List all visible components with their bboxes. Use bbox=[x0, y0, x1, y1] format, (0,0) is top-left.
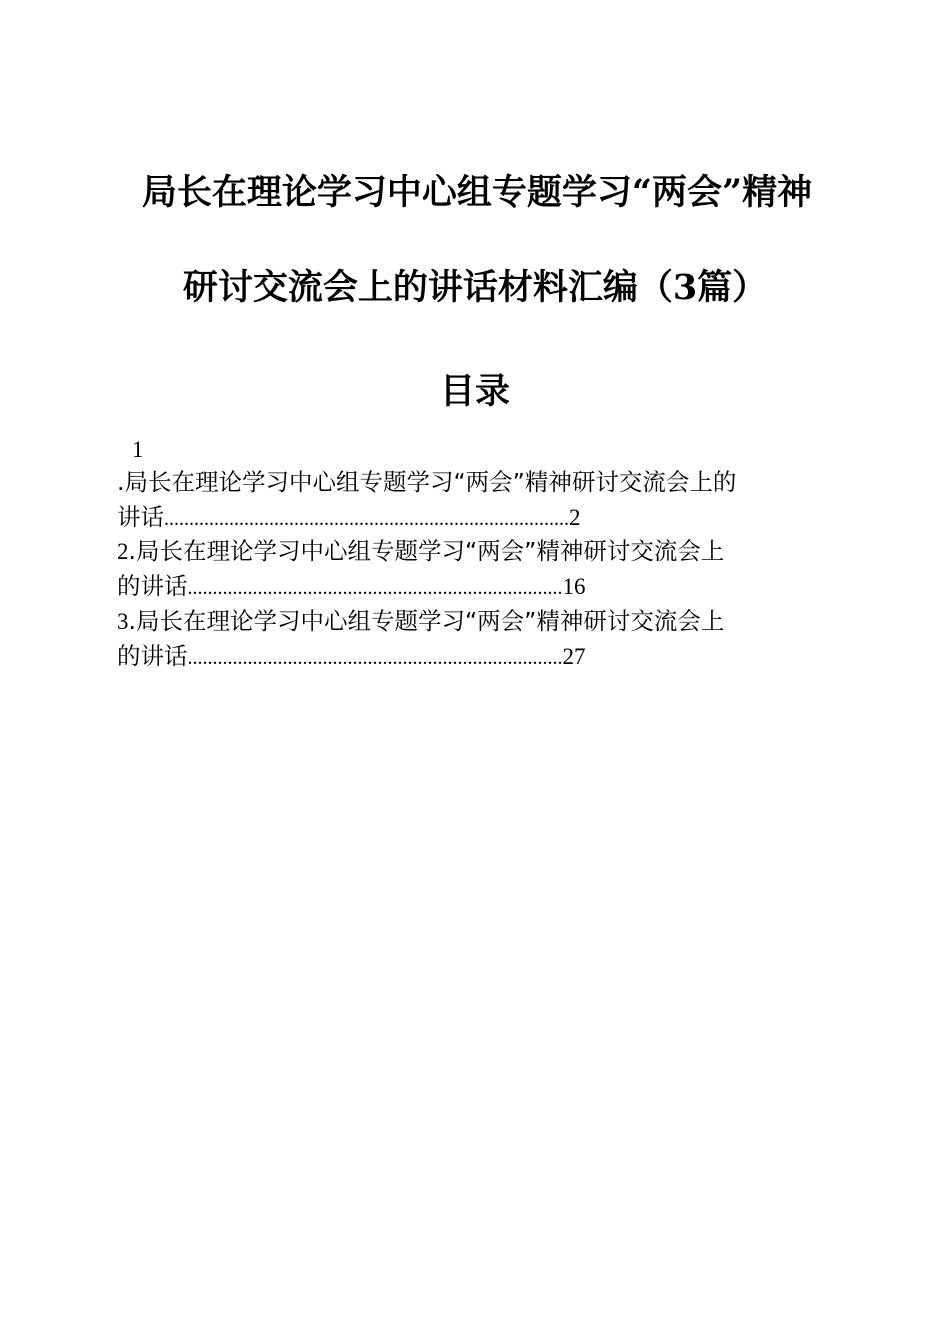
toc-leader-dots: ........................................................................... bbox=[187, 647, 563, 669]
toc-entry-number: 2 bbox=[117, 539, 129, 564]
toc-entry-title: .局长在理论学习中心组专题学习“两会”精神研讨交流会上的 bbox=[117, 468, 737, 496]
toc-entry-page: 27 bbox=[562, 644, 586, 669]
toc-entry-title-continued: 讲话 bbox=[117, 503, 164, 531]
toc-leader-dots: ........................................................................... bbox=[187, 577, 563, 599]
toc-heading: 目录 bbox=[439, 371, 510, 412]
toc-entry-title-continued: 的讲话 bbox=[117, 642, 188, 670]
toc-entry-page: 2 bbox=[569, 505, 581, 530]
toc-entry-number: 1 bbox=[132, 437, 144, 462]
toc-entry-page: 16 bbox=[562, 574, 586, 599]
toc-entry-title: .局长在理论学习中心组专题学习“两会”精神研讨交流会上 bbox=[128, 537, 725, 565]
toc-entry-number: 3 bbox=[117, 609, 129, 634]
toc-entry-title-continued: 的讲话 bbox=[117, 572, 188, 600]
document-title-line-1: 局长在理论学习中心组专题学习“两会”精神 bbox=[141, 172, 813, 213]
toc-leader-dots: ................................................................................. bbox=[164, 508, 569, 530]
document-title-line-2: 研讨交流会上的讲话材料汇编（3篇） bbox=[182, 267, 768, 308]
toc-entry-title: .局长在理论学习中心组专题学习“两会”精神研讨交流会上 bbox=[128, 607, 725, 635]
